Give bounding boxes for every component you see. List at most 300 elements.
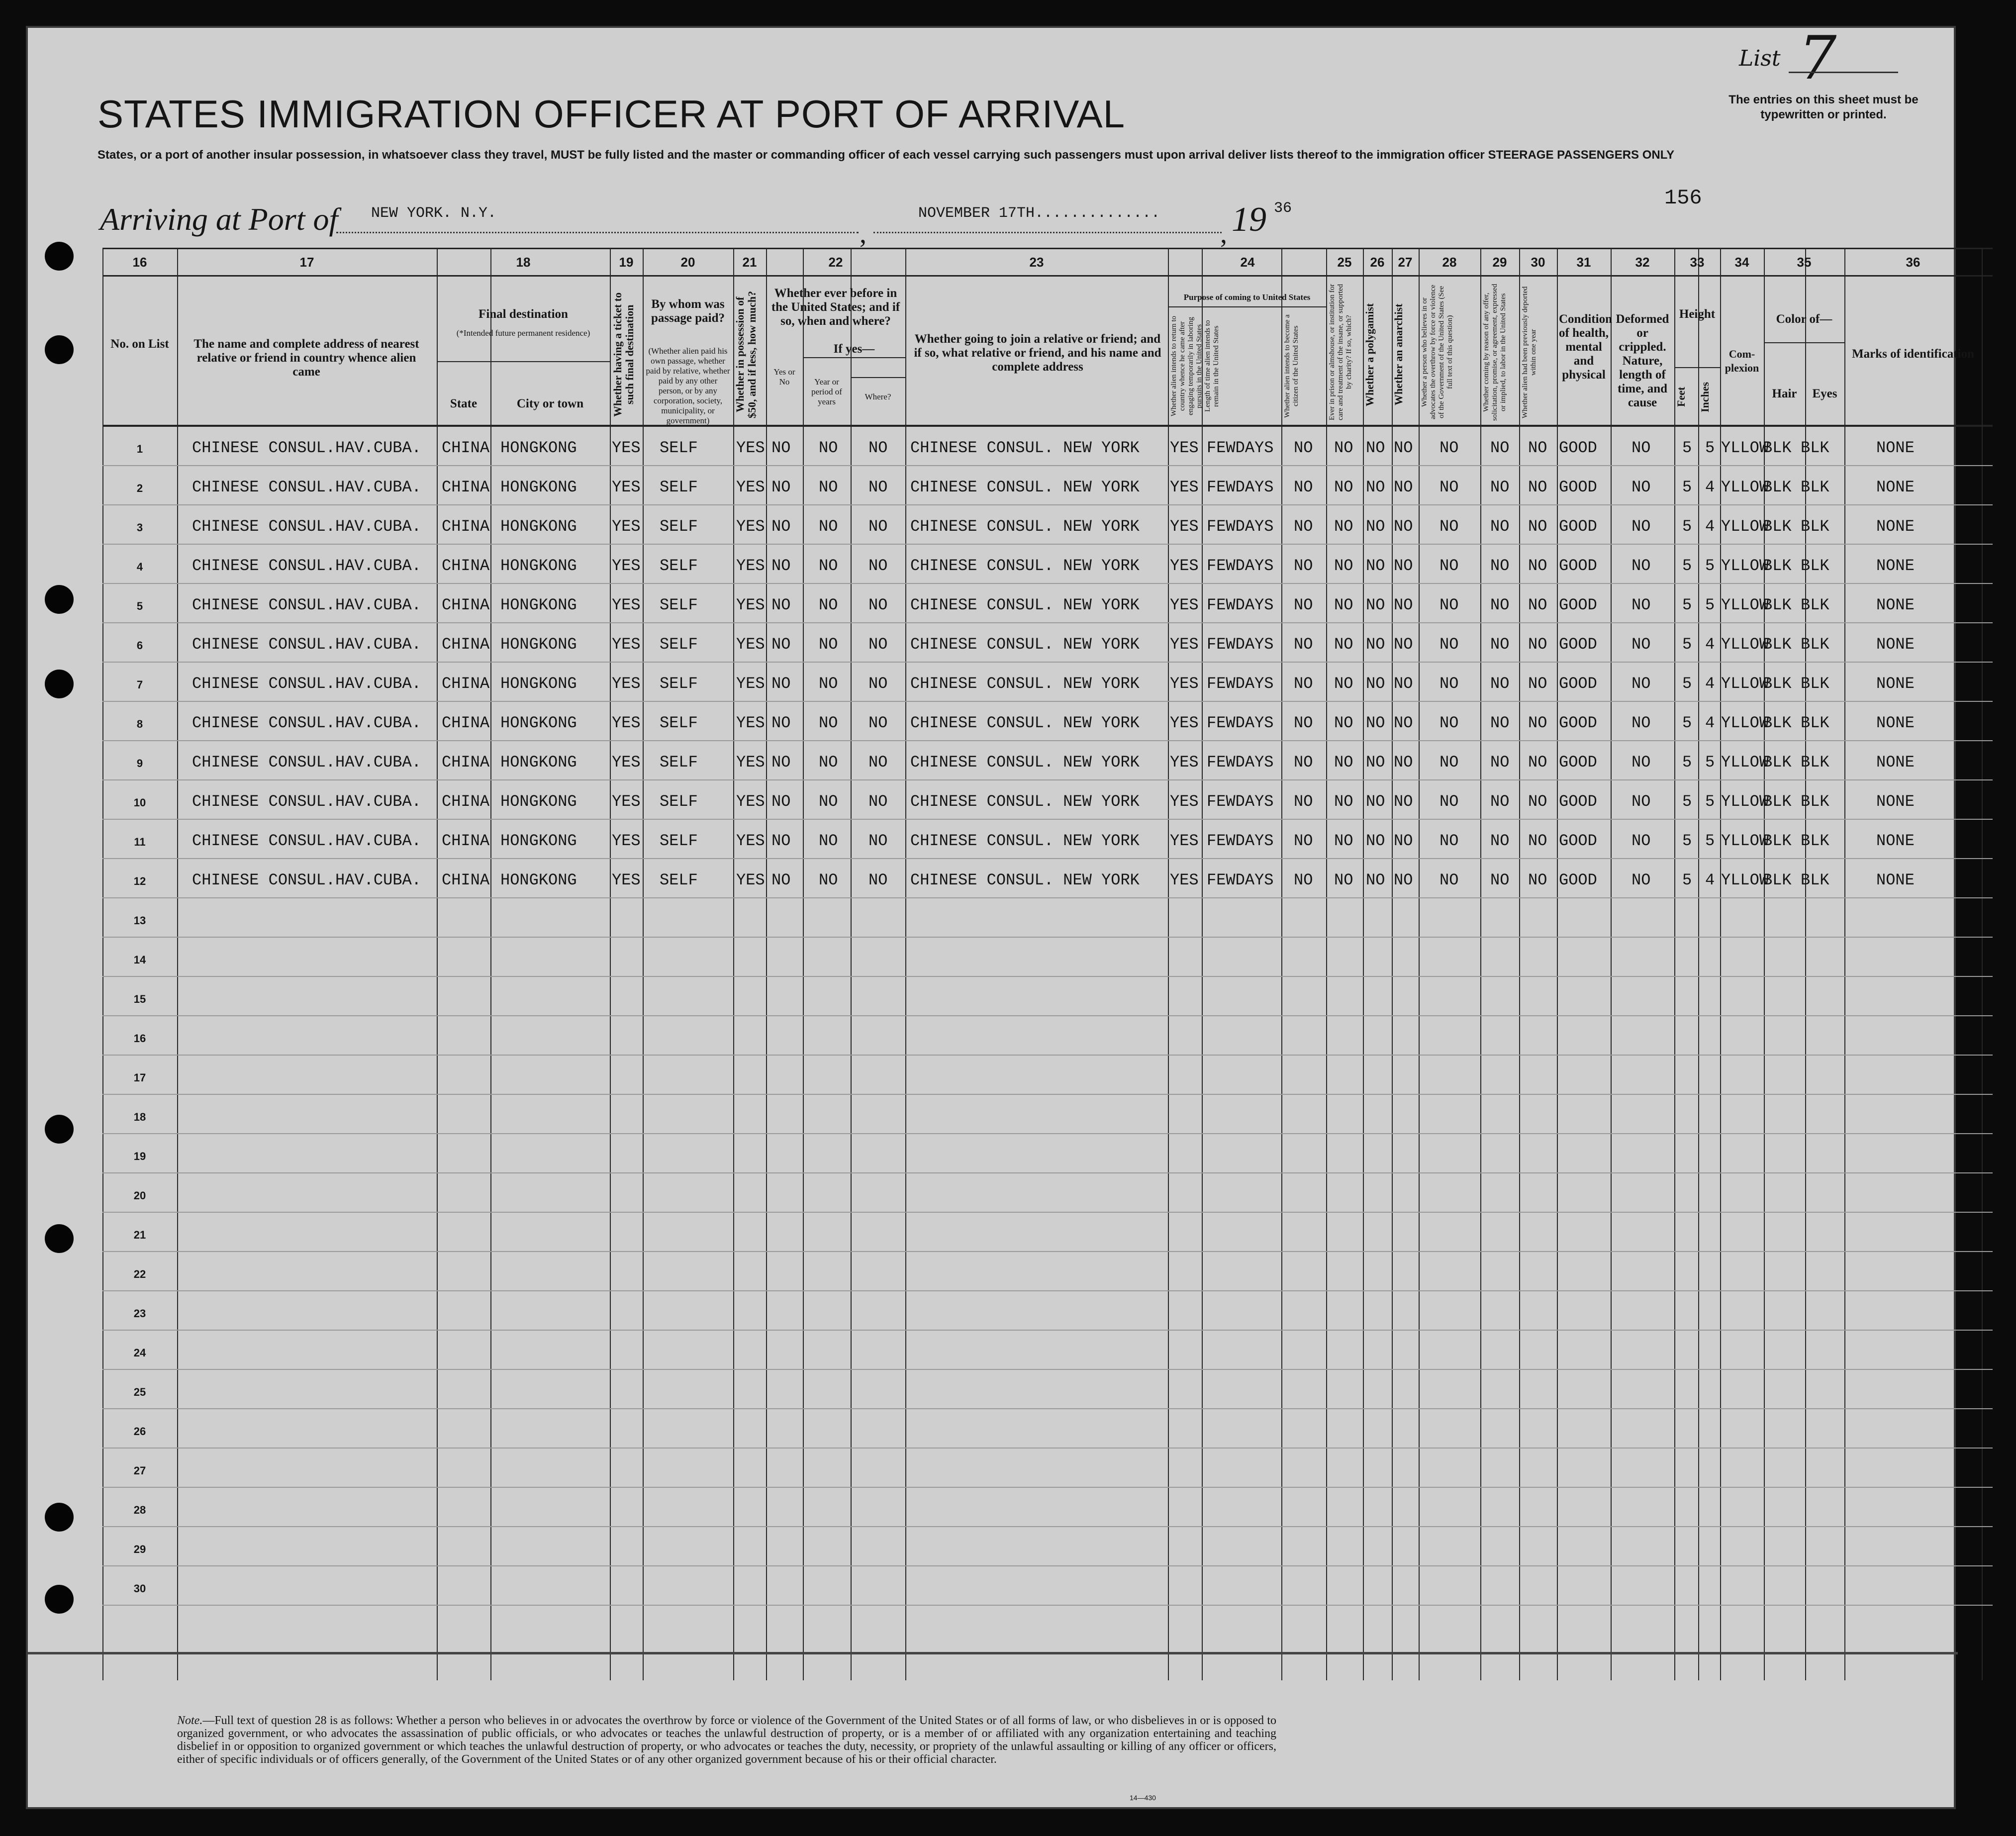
table-row bbox=[102, 820, 1993, 859]
table-row bbox=[102, 1566, 1993, 1606]
cell-eyes: BLK bbox=[1801, 478, 1829, 496]
cell-feet: 5 bbox=[1682, 871, 1692, 889]
table-row bbox=[102, 1095, 1993, 1134]
header-length-of-stay: Length of time alien intends to remain in the United States bbox=[1204, 320, 1220, 412]
cell-city: HONGKONG bbox=[500, 675, 577, 693]
binder-hole bbox=[45, 1585, 74, 1614]
cell-city: HONGKONG bbox=[500, 753, 577, 772]
cell-feet: 5 bbox=[1682, 714, 1692, 732]
cell-period: NO bbox=[819, 753, 838, 772]
column-number: 33 bbox=[1690, 255, 1705, 270]
row-number: 8 bbox=[136, 718, 143, 730]
cell-city: HONGKONG bbox=[500, 517, 577, 536]
cell-prison: NO bbox=[1334, 596, 1353, 614]
cell-citizen: NO bbox=[1294, 596, 1313, 614]
cell-period: NO bbox=[819, 714, 838, 732]
cell-city: HONGKONG bbox=[500, 439, 577, 457]
cell-anarchist: NO bbox=[1394, 675, 1413, 693]
cell-city: HONGKONG bbox=[500, 478, 577, 496]
header-ever-before: Whether ever before in the United States; and if so, when and where? bbox=[771, 287, 900, 328]
cell-feet: 5 bbox=[1682, 753, 1692, 772]
header-no-on-list: No. on List bbox=[110, 337, 169, 351]
column-number: 34 bbox=[1734, 255, 1749, 270]
row-number: 12 bbox=[133, 875, 146, 887]
cell-relative: CHINESE CONSUL.HAV.CUBA. bbox=[192, 675, 421, 693]
cell-health: GOOD bbox=[1559, 478, 1597, 496]
cell-join: CHINESE CONSUL. NEW YORK bbox=[910, 871, 1140, 889]
cell-where: NO bbox=[868, 792, 888, 811]
cell-paid: SELF bbox=[660, 635, 698, 654]
cell-inches: 4 bbox=[1705, 675, 1715, 693]
table-row bbox=[102, 1370, 1993, 1409]
header-yes-or-no: Yes or No bbox=[773, 367, 795, 387]
cell-city: HONGKONG bbox=[500, 832, 577, 850]
cell-where: NO bbox=[868, 753, 888, 772]
header-feet: Feet bbox=[1675, 387, 1687, 407]
cell-complexion: YLLOW bbox=[1721, 753, 1769, 772]
column-number: 23 bbox=[1029, 255, 1044, 270]
binder-hole bbox=[45, 242, 74, 271]
cell-labor: NO bbox=[1490, 557, 1510, 575]
cell-deformed: NO bbox=[1632, 517, 1651, 536]
cell-feet: 5 bbox=[1682, 439, 1692, 457]
cell-relative: CHINESE CONSUL.HAV.CUBA. bbox=[192, 635, 421, 654]
cell-length: FEWDAYS bbox=[1207, 439, 1274, 457]
header-polygamist: Whether a polygamist bbox=[1363, 303, 1376, 406]
cell-prison: NO bbox=[1334, 478, 1353, 496]
cell-labor: NO bbox=[1490, 596, 1510, 614]
cell-labor: NO bbox=[1490, 753, 1510, 772]
cell-health: GOOD bbox=[1559, 596, 1597, 614]
header-eyes: Eyes bbox=[1812, 387, 1837, 400]
cell-overthrow: NO bbox=[1440, 517, 1459, 536]
row-number: 24 bbox=[133, 1347, 146, 1359]
cell-hair: BLK bbox=[1763, 596, 1792, 614]
cell-eyes: BLK bbox=[1801, 871, 1829, 889]
cell-relative: CHINESE CONSUL.HAV.CUBA. bbox=[192, 478, 421, 496]
cell-join: CHINESE CONSUL. NEW YORK bbox=[910, 832, 1140, 850]
header-complexion: Com- plexion bbox=[1725, 348, 1759, 374]
cell-return: YES bbox=[1170, 478, 1199, 496]
cell-before: NO bbox=[771, 714, 791, 732]
cell-before: NO bbox=[771, 675, 791, 693]
column-number: 24 bbox=[1240, 255, 1255, 270]
question-28-note bbox=[177, 1714, 1276, 1766]
column-number: 21 bbox=[742, 255, 757, 270]
cell-ticket: YES bbox=[612, 714, 641, 732]
cell-prison: NO bbox=[1334, 557, 1353, 575]
cell-period: NO bbox=[819, 478, 838, 496]
header-period-of-years: Year or period of years bbox=[811, 377, 842, 406]
note-label: Note. bbox=[177, 1714, 203, 1727]
cell-deformed: NO bbox=[1632, 557, 1651, 575]
table-row bbox=[102, 584, 1993, 623]
cell-where: NO bbox=[868, 596, 888, 614]
cell-health: GOOD bbox=[1559, 714, 1597, 732]
cell-city: HONGKONG bbox=[500, 635, 577, 654]
cell-length: FEWDAYS bbox=[1207, 832, 1274, 850]
list-number: 7 bbox=[1799, 24, 1837, 93]
cell-citizen: NO bbox=[1294, 439, 1313, 457]
cell-return: YES bbox=[1170, 675, 1199, 693]
cell-deformed: NO bbox=[1632, 871, 1651, 889]
cell-period: NO bbox=[819, 635, 838, 654]
cell-prison: NO bbox=[1334, 714, 1353, 732]
cell-eyes: BLK bbox=[1801, 675, 1829, 693]
sheet-number: 156 bbox=[1664, 186, 1702, 210]
cell-city: HONGKONG bbox=[500, 596, 577, 614]
row-number: 11 bbox=[134, 836, 146, 848]
column-number: 27 bbox=[1398, 255, 1413, 270]
cell-labor: NO bbox=[1490, 832, 1510, 850]
cell-join: CHINESE CONSUL. NEW YORK bbox=[910, 596, 1140, 614]
row-number: 27 bbox=[133, 1464, 146, 1477]
cell-citizen: NO bbox=[1294, 675, 1313, 693]
cell-state: CHINA bbox=[442, 675, 490, 693]
header-return-intent: Whether alien intends to return to country whence he came after engaging temporarily in laboring pursuits in the United States bbox=[1170, 315, 1203, 417]
cell-period: NO bbox=[819, 596, 838, 614]
table-row bbox=[102, 1331, 1993, 1370]
typewritten-note: The entries on this sheet must be typewritten or printed. bbox=[1728, 93, 1919, 121]
header-passage-paid-note: (Whether alien paid his own passage, whether paid by relative, whether paid by any other person, or by any corporation, society, municipality, or government) bbox=[646, 346, 730, 425]
cell-fifty: YES bbox=[736, 596, 765, 614]
arrival-port: NEW YORK. N.Y. bbox=[371, 205, 497, 222]
cell-feet: 5 bbox=[1682, 596, 1692, 614]
cell-complexion: YLLOW bbox=[1721, 478, 1769, 496]
table-row bbox=[102, 1056, 1993, 1095]
table-row bbox=[102, 1409, 1993, 1449]
cell-labor: NO bbox=[1490, 675, 1510, 693]
cell-fifty: YES bbox=[736, 832, 765, 850]
cell-marks: NONE bbox=[1876, 439, 1915, 457]
cell-hair: BLK bbox=[1763, 635, 1792, 654]
cell-inches: 5 bbox=[1705, 439, 1715, 457]
header-height: Height bbox=[1679, 307, 1716, 321]
column-number: 31 bbox=[1576, 255, 1591, 270]
cell-labor: NO bbox=[1490, 478, 1510, 496]
cell-period: NO bbox=[819, 557, 838, 575]
cell-deported: NO bbox=[1528, 517, 1547, 536]
header-deported: Whether alien had been previously deported within one year bbox=[1521, 286, 1537, 418]
cell-anarchist: NO bbox=[1394, 596, 1413, 614]
cell-polygamist: NO bbox=[1366, 557, 1385, 575]
cell-marks: NONE bbox=[1876, 478, 1915, 496]
table-row bbox=[102, 1173, 1993, 1213]
cell-state: CHINA bbox=[442, 792, 490, 811]
table-row bbox=[102, 427, 1993, 466]
cell-deformed: NO bbox=[1632, 478, 1651, 496]
cell-length: FEWDAYS bbox=[1207, 792, 1274, 811]
cell-city: HONGKONG bbox=[500, 714, 577, 732]
cell-prison: NO bbox=[1334, 675, 1353, 693]
cell-before: NO bbox=[771, 832, 791, 850]
cell-overthrow: NO bbox=[1440, 439, 1459, 457]
table-row bbox=[102, 1134, 1993, 1173]
column-number: 26 bbox=[1370, 255, 1385, 270]
binder-hole bbox=[45, 585, 74, 614]
cell-return: YES bbox=[1170, 596, 1199, 614]
cell-complexion: YLLOW bbox=[1721, 871, 1769, 889]
cell-period: NO bbox=[819, 871, 838, 889]
cell-period: NO bbox=[819, 832, 838, 850]
cell-length: FEWDAYS bbox=[1207, 871, 1274, 889]
column-number: 36 bbox=[1906, 255, 1920, 270]
header-deformed: Deformed or crippled. Nature, length of time, and cause bbox=[1616, 312, 1669, 409]
column-number: 28 bbox=[1442, 255, 1457, 270]
column-number: 19 bbox=[619, 255, 634, 270]
header-color-of: Color of— bbox=[1776, 312, 1832, 326]
table-row bbox=[102, 1016, 1993, 1056]
column-number: 29 bbox=[1492, 255, 1507, 270]
cell-where: NO bbox=[868, 478, 888, 496]
cell-feet: 5 bbox=[1682, 635, 1692, 654]
cell-feet: 5 bbox=[1682, 517, 1692, 536]
cell-eyes: BLK bbox=[1801, 557, 1829, 575]
cell-anarchist: NO bbox=[1394, 517, 1413, 536]
cell-deported: NO bbox=[1528, 439, 1547, 457]
cell-where: NO bbox=[868, 714, 888, 732]
cell-hair: BLK bbox=[1763, 871, 1792, 889]
cell-period: NO bbox=[819, 439, 838, 457]
header-overthrow: Whether a person who believes in or advocates the overthrow by force or violence of the Government of the United States (See full text of this question) bbox=[1421, 285, 1454, 420]
cell-where: NO bbox=[868, 557, 888, 575]
cell-complexion: YLLOW bbox=[1721, 635, 1769, 654]
cell-eyes: BLK bbox=[1801, 596, 1829, 614]
cell-ticket: YES bbox=[612, 517, 641, 536]
cell-deformed: NO bbox=[1632, 714, 1651, 732]
cell-hair: BLK bbox=[1763, 557, 1792, 575]
cell-health: GOOD bbox=[1559, 675, 1597, 693]
cell-complexion: YLLOW bbox=[1721, 792, 1769, 811]
table-row bbox=[102, 466, 1993, 505]
row-number: 18 bbox=[133, 1111, 146, 1123]
cell-period: NO bbox=[819, 792, 838, 811]
row-number: 1 bbox=[136, 443, 143, 455]
header-labor-offer: Whether coming by reason of any offer, solicitation, promise, or agreement, expressed or implied, to labor in the United States bbox=[1482, 284, 1507, 421]
cell-feet: 5 bbox=[1682, 832, 1692, 850]
cell-marks: NONE bbox=[1876, 517, 1915, 536]
row-number: 26 bbox=[133, 1425, 146, 1438]
row-number: 2 bbox=[136, 482, 143, 494]
cell-fifty: YES bbox=[736, 675, 765, 693]
cell-citizen: NO bbox=[1294, 478, 1313, 496]
cell-prison: NO bbox=[1334, 832, 1353, 850]
row-number: 29 bbox=[133, 1543, 146, 1555]
cell-deported: NO bbox=[1528, 714, 1547, 732]
cell-ticket: YES bbox=[612, 596, 641, 614]
cell-before: NO bbox=[771, 517, 791, 536]
column-number: 16 bbox=[132, 255, 147, 270]
cell-anarchist: NO bbox=[1394, 832, 1413, 850]
cell-relative: CHINESE CONSUL.HAV.CUBA. bbox=[192, 792, 421, 811]
cell-before: NO bbox=[771, 635, 791, 654]
arrival-date: NOVEMBER 17TH.............. bbox=[918, 205, 1160, 222]
cell-where: NO bbox=[868, 675, 888, 693]
cell-deported: NO bbox=[1528, 832, 1547, 850]
form-instructions: States, or a port of another insular possession, in whatsoever class they travel, MUST be fully listed and the master or commanding officer of each vessel carrying such passengers must upon arrival deliver lists thereof to the immigration officer STEERAGE PASSENGERS ONLY bbox=[97, 148, 1675, 162]
cell-prison: NO bbox=[1334, 792, 1353, 811]
year-prefix: 19 bbox=[1232, 200, 1266, 239]
cell-deported: NO bbox=[1528, 871, 1547, 889]
cell-join: CHINESE CONSUL. NEW YORK bbox=[910, 517, 1140, 536]
table-row bbox=[102, 1291, 1993, 1331]
cell-state: CHINA bbox=[442, 635, 490, 654]
column-number: 17 bbox=[299, 255, 314, 270]
cell-join: CHINESE CONSUL. NEW YORK bbox=[910, 439, 1140, 457]
cell-prison: NO bbox=[1334, 871, 1353, 889]
cell-before: NO bbox=[771, 478, 791, 496]
cell-health: GOOD bbox=[1559, 635, 1597, 654]
cell-inches: 4 bbox=[1705, 635, 1715, 654]
cell-health: GOOD bbox=[1559, 832, 1597, 850]
row-number: 19 bbox=[133, 1150, 146, 1162]
cell-ticket: YES bbox=[612, 478, 641, 496]
row-number: 21 bbox=[133, 1229, 146, 1241]
cell-relative: CHINESE CONSUL.HAV.CUBA. bbox=[192, 871, 421, 889]
cell-eyes: BLK bbox=[1801, 517, 1829, 536]
header-join-relative: Whether going to join a relative or friend; and if so, what relative or friend, and his name and complete address bbox=[914, 332, 1161, 374]
cell-anarchist: NO bbox=[1394, 871, 1413, 889]
table-row bbox=[102, 623, 1993, 663]
cell-eyes: BLK bbox=[1801, 753, 1829, 772]
cell-relative: CHINESE CONSUL.HAV.CUBA. bbox=[192, 517, 421, 536]
note-text: —Full text of question 28 is as follows: Whether a person who believes in or advocates the overthrow by force or violence of the Government of the United States or of all forms of law, or who disbelieves in or is opposed to organized government, or who advocates the assassination of public officials, or who advocates or teaches the unlawful destruction of property, or is a member of or affiliated with any organization entertaining and teaching disbelief in or opposition to organized government or which teaches the unlawful destruction of property, or who advocates or teaches the duty, necessity, or propriety of the unlawful assaulting or killing of any officer or officers, either of specific individuals or of officers generally, of the Government of the United States or of any other organized government because of his or their official character. bbox=[177, 1714, 1276, 1766]
cell-state: CHINA bbox=[442, 478, 490, 496]
row-number: 25 bbox=[133, 1386, 146, 1398]
cell-deported: NO bbox=[1528, 753, 1547, 772]
cell-paid: SELF bbox=[660, 871, 698, 889]
cell-marks: NONE bbox=[1876, 557, 1915, 575]
cell-return: YES bbox=[1170, 635, 1199, 654]
cell-polygamist: NO bbox=[1366, 596, 1385, 614]
cell-marks: NONE bbox=[1876, 714, 1915, 732]
cell-period: NO bbox=[819, 675, 838, 693]
cell-labor: NO bbox=[1490, 517, 1510, 536]
cell-join: CHINESE CONSUL. NEW YORK bbox=[910, 478, 1140, 496]
row-number: 16 bbox=[133, 1032, 146, 1045]
row-number: 6 bbox=[136, 639, 143, 652]
cell-prison: NO bbox=[1334, 517, 1353, 536]
row-number: 22 bbox=[133, 1268, 146, 1280]
cell-paid: SELF bbox=[660, 714, 698, 732]
row-number: 17 bbox=[133, 1071, 146, 1084]
row-number: 14 bbox=[133, 954, 146, 966]
cell-deformed: NO bbox=[1632, 439, 1651, 457]
cell-marks: NONE bbox=[1876, 832, 1915, 850]
header-fifty-dollars: Whether in possession of $50, and if less, how much? bbox=[734, 290, 758, 419]
cell-hair: BLK bbox=[1763, 832, 1792, 850]
row-number: 9 bbox=[136, 757, 143, 770]
cell-return: YES bbox=[1170, 871, 1199, 889]
cell-paid: SELF bbox=[660, 792, 698, 811]
cell-relative: CHINESE CONSUL.HAV.CUBA. bbox=[192, 557, 421, 575]
cell-overthrow: NO bbox=[1440, 832, 1459, 850]
cell-complexion: YLLOW bbox=[1721, 714, 1769, 732]
port-underline bbox=[336, 232, 859, 233]
cell-ticket: YES bbox=[612, 675, 641, 693]
cell-city: HONGKONG bbox=[500, 871, 577, 889]
cell-overthrow: NO bbox=[1440, 478, 1459, 496]
column-number: 18 bbox=[516, 255, 531, 270]
cell-polygamist: NO bbox=[1366, 792, 1385, 811]
cell-prison: NO bbox=[1334, 439, 1353, 457]
cell-inches: 5 bbox=[1705, 792, 1715, 811]
cell-hair: BLK bbox=[1763, 517, 1792, 536]
cell-ticket: YES bbox=[612, 635, 641, 654]
list-underline bbox=[1789, 72, 1898, 73]
cell-feet: 5 bbox=[1682, 557, 1692, 575]
cell-return: YES bbox=[1170, 439, 1199, 457]
cell-inches: 4 bbox=[1705, 517, 1715, 536]
cell-length: FEWDAYS bbox=[1207, 753, 1274, 772]
cell-fifty: YES bbox=[736, 753, 765, 772]
cell-paid: SELF bbox=[660, 557, 698, 575]
cell-inches: 4 bbox=[1705, 478, 1715, 496]
cell-length: FEWDAYS bbox=[1207, 596, 1274, 614]
header-final-destination-note: (*Intended future permanent residence) bbox=[456, 328, 590, 338]
cell-city: HONGKONG bbox=[500, 792, 577, 811]
row-number: 3 bbox=[136, 521, 143, 534]
binder-hole bbox=[45, 1115, 74, 1144]
table-row bbox=[102, 545, 1993, 584]
form-number: 14—430 bbox=[1130, 1794, 1156, 1802]
header-purpose: Purpose of coming to United States bbox=[1183, 292, 1311, 302]
cell-anarchist: NO bbox=[1394, 635, 1413, 654]
cell-state: CHINA bbox=[442, 439, 490, 457]
cell-labor: NO bbox=[1490, 871, 1510, 889]
cell-deported: NO bbox=[1528, 635, 1547, 654]
cell-overthrow: NO bbox=[1440, 596, 1459, 614]
header-ticket: Whether having a ticket to such final destination bbox=[611, 292, 636, 417]
cell-ticket: YES bbox=[612, 753, 641, 772]
cell-return: YES bbox=[1170, 792, 1199, 811]
cell-before: NO bbox=[771, 753, 791, 772]
column-number: 35 bbox=[1797, 255, 1812, 270]
cell-deformed: NO bbox=[1632, 832, 1651, 850]
cell-overthrow: NO bbox=[1440, 557, 1459, 575]
cell-join: CHINESE CONSUL. NEW YORK bbox=[910, 557, 1140, 575]
cell-eyes: BLK bbox=[1801, 832, 1829, 850]
table-row bbox=[102, 898, 1993, 938]
cell-before: NO bbox=[771, 871, 791, 889]
cell-feet: 5 bbox=[1682, 478, 1692, 496]
header-final-destination: Final destination bbox=[479, 307, 568, 321]
cell-marks: NONE bbox=[1876, 753, 1915, 772]
cell-complexion: YLLOW bbox=[1721, 596, 1769, 614]
cell-state: CHINA bbox=[442, 871, 490, 889]
cell-eyes: BLK bbox=[1801, 714, 1829, 732]
cell-hair: BLK bbox=[1763, 753, 1792, 772]
cell-eyes: BLK bbox=[1801, 439, 1829, 457]
cell-length: FEWDAYS bbox=[1207, 478, 1274, 496]
cell-deformed: NO bbox=[1632, 753, 1651, 772]
cell-length: FEWDAYS bbox=[1207, 517, 1274, 536]
row-number: 7 bbox=[136, 678, 143, 691]
row-number: 20 bbox=[133, 1189, 146, 1202]
cell-fifty: YES bbox=[736, 439, 765, 457]
cell-citizen: NO bbox=[1294, 557, 1313, 575]
cell-polygamist: NO bbox=[1366, 753, 1385, 772]
cell-state: CHINA bbox=[442, 832, 490, 850]
cell-paid: SELF bbox=[660, 675, 698, 693]
cell-marks: NONE bbox=[1876, 792, 1915, 811]
cell-marks: NONE bbox=[1876, 871, 1915, 889]
cell-ticket: YES bbox=[612, 832, 641, 850]
cell-marks: NONE bbox=[1876, 635, 1915, 654]
cell-labor: NO bbox=[1490, 439, 1510, 457]
cell-inches: 5 bbox=[1705, 753, 1715, 772]
cell-overthrow: NO bbox=[1440, 753, 1459, 772]
